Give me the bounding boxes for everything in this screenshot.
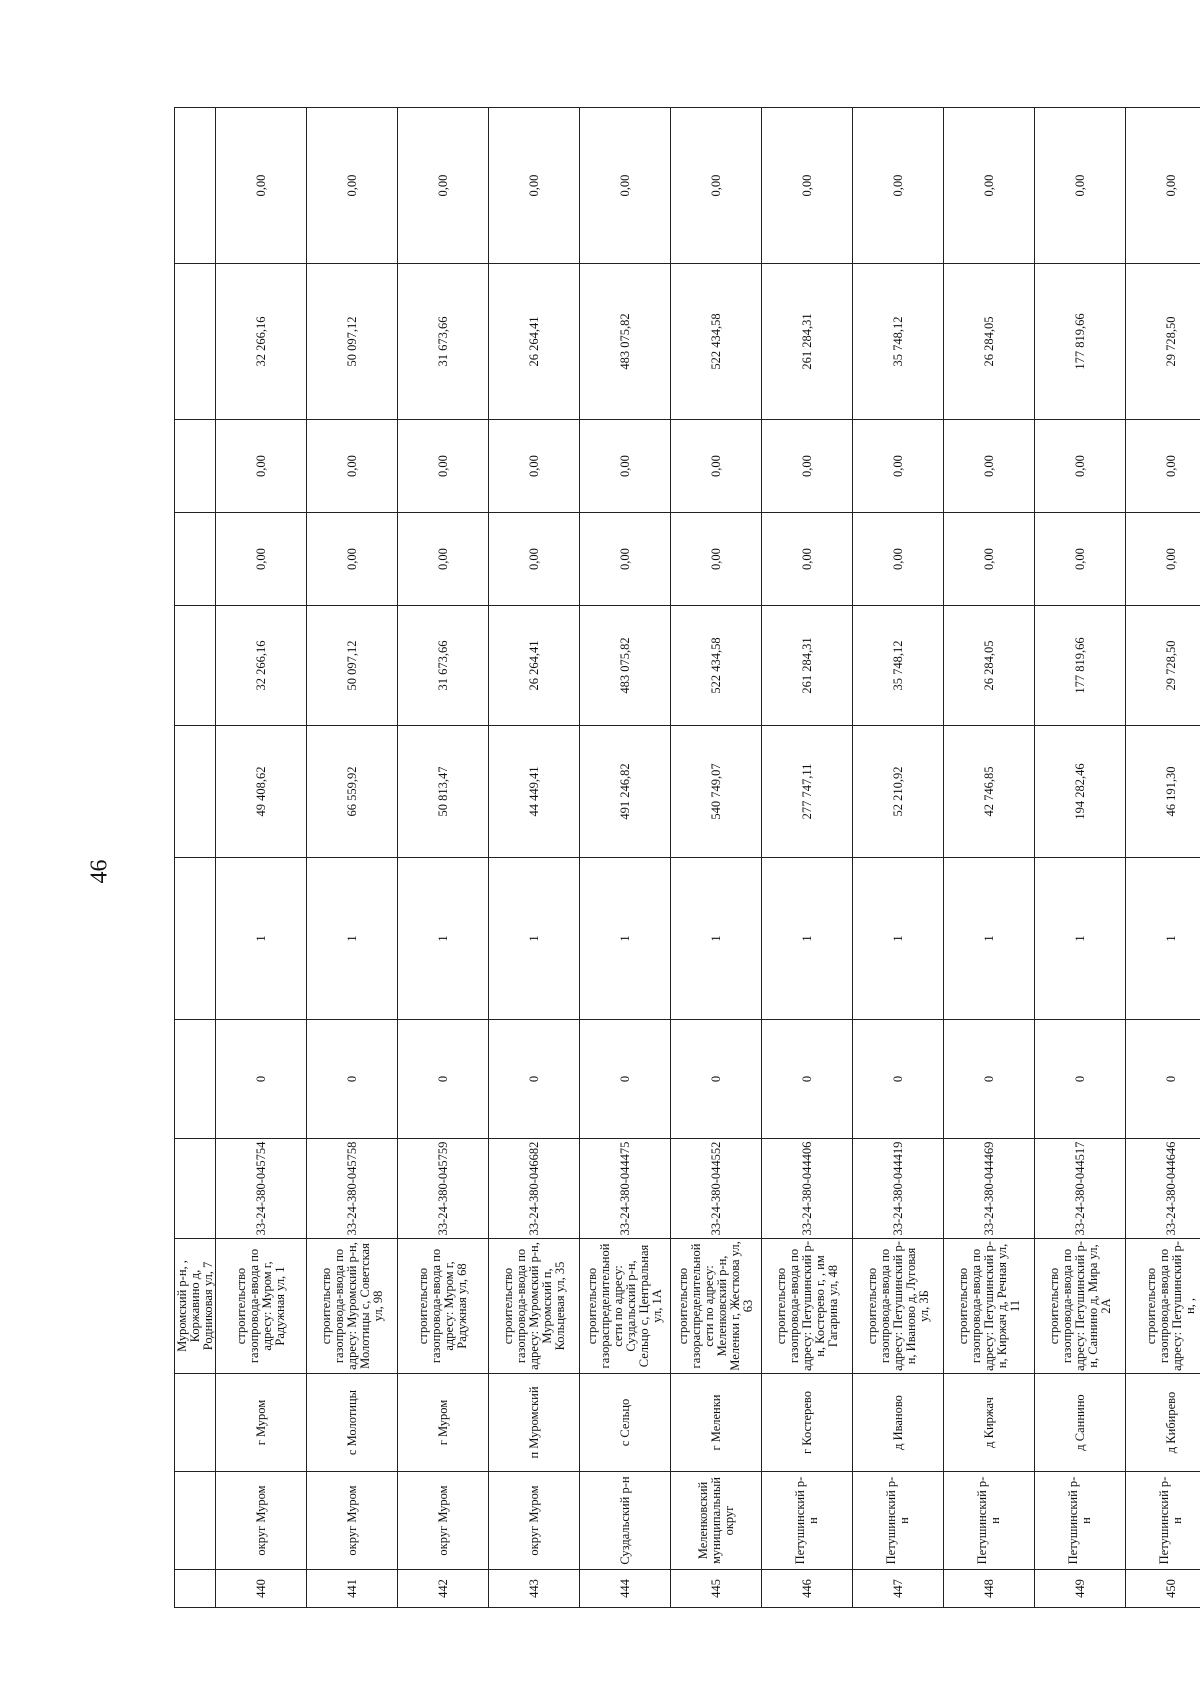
cell-district: Петушинский р-н [1035,1472,1126,1570]
cell-empty [175,1139,216,1239]
cell-code: 33-24-380-044469 [944,1139,1035,1239]
cell-col7: 1 [1126,858,1200,1020]
table-row [398,108,489,1608]
cell-col12: 29 728,50 [1126,264,1200,420]
cell-col9: 483 075,82 [580,606,671,726]
cell-col12: 261 284,31 [762,264,853,420]
cell-empty [175,1472,216,1570]
cell-col8: 49 408,62 [216,726,307,858]
cell-col8: 52 210,92 [853,726,944,858]
cell-col12: 50 097,12 [307,264,398,420]
cell-district: округ Муром [398,1472,489,1570]
table-row [489,108,580,1608]
cell-description-continued: Муромский р-н, , Коржавино д, Родниковая ул, 7 [175,1239,216,1374]
cell-num: 449 [1035,1570,1126,1608]
cell-description: строительство газопровода-ввода по адресу: Петушинский р-н, Саннино д, Мира ул, 2А [1035,1239,1126,1374]
cell-description: строительство газопровода-ввода по адресу: Петушинский р-н, Киржач д, Речная ул, 11 [944,1239,1035,1374]
cell-col8: 277 747,11 [762,726,853,858]
cell-locality: г Муром [398,1374,489,1472]
cell-locality: г Меленки [671,1374,762,1472]
cell-col13: 0,00 [216,108,307,264]
cell-num: 448 [944,1570,1035,1608]
cell-description: строительство газопровода-ввода по адресу: Муромский р-н, Молотицы с, Советская ул, 98 [307,1239,398,1374]
cell-col10: 0,00 [671,513,762,606]
data-table [174,107,1200,1608]
cell-num: 442 [398,1570,489,1608]
table-row [1035,108,1126,1608]
table-row [671,108,762,1608]
cell-empty [175,420,216,513]
cell-col6: 0 [1126,1020,1200,1139]
cell-col11: 0,00 [1126,420,1200,513]
cell-col6: 0 [580,1020,671,1139]
cell-col11: 0,00 [216,420,307,513]
cell-num: 450 [1126,1570,1200,1608]
cell-col6: 0 [216,1020,307,1139]
cell-col6: 0 [671,1020,762,1139]
cell-district: Суздальский р-н [580,1472,671,1570]
cell-description: строительство газораспределительной сети по адресу: Меленковский р-н, Меленки г, Жесткова ул, 63 [671,1239,762,1374]
cell-col6: 0 [944,1020,1035,1139]
table-body [175,108,1200,1608]
cell-col7: 1 [307,858,398,1020]
cell-district: Петушинский р-н [762,1472,853,1570]
cell-col11: 0,00 [1035,420,1126,513]
cell-empty [175,858,216,1020]
cell-empty [175,606,216,726]
cell-empty [175,1020,216,1139]
table-row [1126,108,1200,1608]
cell-code: 33-24-380-044475 [580,1139,671,1239]
cell-locality: с Сельцо [580,1374,671,1472]
cell-col9: 35 748,12 [853,606,944,726]
cell-col13: 0,00 [762,108,853,264]
page-number: 46 [86,859,113,884]
cell-col7: 1 [853,858,944,1020]
cell-num: 445 [671,1570,762,1608]
cell-district: Петушинский р-н [853,1472,944,1570]
cell-col6: 0 [307,1020,398,1139]
cell-description: строительство газопровода-ввода по адресу: Муром г, Радужная ул, 1 [216,1239,307,1374]
cell-col10: 0,00 [1035,513,1126,606]
cell-code: 33-24-380-046682 [489,1139,580,1239]
cell-col12: 32 266,16 [216,264,307,420]
table-row-continued [175,108,216,1608]
cell-col7: 1 [671,858,762,1020]
cell-col8: 540 749,07 [671,726,762,858]
table-row [944,108,1035,1608]
cell-col9: 177 819,66 [1035,606,1126,726]
cell-district: округ Муром [307,1472,398,1570]
cell-num: 447 [853,1570,944,1608]
cell-num: 440 [216,1570,307,1608]
cell-col7: 1 [216,858,307,1020]
cell-col9: 29 728,50 [1126,606,1200,726]
cell-col9: 32 266,16 [216,606,307,726]
cell-col10: 0,00 [307,513,398,606]
cell-col12: 177 819,66 [1035,264,1126,420]
cell-col8: 66 559,92 [307,726,398,858]
cell-col13: 0,00 [489,108,580,264]
cell-empty [175,513,216,606]
cell-col10: 0,00 [580,513,671,606]
cell-col9: 522 434,58 [671,606,762,726]
data-table-rotated [174,108,1197,1608]
cell-col10: 0,00 [1126,513,1200,606]
cell-description: строительство газопровода-ввода по адресу: Петушинский р-н, , [1126,1239,1200,1374]
table-row [216,108,307,1608]
cell-description: строительство газопровода-ввода по адресу: Муромский р-н, Муромский п, Кольцевая ул, 35 [489,1239,580,1374]
cell-description: строительство газопровода-ввода по адресу: Петушинский р-н, Костерево г, , им Гагарина ул, 48 [762,1239,853,1374]
cell-col12: 31 673,66 [398,264,489,420]
cell-col12: 26 284,05 [944,264,1035,420]
cell-locality: г Муром [216,1374,307,1472]
cell-locality: с Молотицы [307,1374,398,1472]
cell-col12: 522 434,58 [671,264,762,420]
cell-col6: 0 [398,1020,489,1139]
cell-locality: п Муромский [489,1374,580,1472]
table-row [307,108,398,1608]
cell-col7: 1 [489,858,580,1020]
cell-district: Петушинский р-н [944,1472,1035,1570]
cell-col11: 0,00 [853,420,944,513]
cell-num: 441 [307,1570,398,1608]
cell-col9: 50 097,12 [307,606,398,726]
cell-locality: д Кибирево [1126,1374,1200,1472]
cell-col8: 42 746,85 [944,726,1035,858]
cell-num: 443 [489,1570,580,1608]
cell-col13: 0,00 [580,108,671,264]
cell-code: 33-24-380-044406 [762,1139,853,1239]
cell-col13: 0,00 [944,108,1035,264]
cell-code: 33-24-380-044552 [671,1139,762,1239]
cell-locality: д Иваново [853,1374,944,1472]
cell-col11: 0,00 [762,420,853,513]
cell-col12: 26 264,41 [489,264,580,420]
cell-col13: 0,00 [853,108,944,264]
cell-description: строительство газораспределительной сети по адресу: Суздальский р-н, Сельцо с, Центральная ул, 1А [580,1239,671,1374]
cell-code: 33-24-380-045759 [398,1139,489,1239]
cell-col9: 26 284,05 [944,606,1035,726]
cell-description: строительство газопровода-ввода по адресу: Петушинский р-н, Иваново д, Луговая ул, 3Б [853,1239,944,1374]
cell-col7: 1 [580,858,671,1020]
cell-col13: 0,00 [671,108,762,264]
cell-code: 33-24-380-044517 [1035,1139,1126,1239]
cell-col13: 0,00 [1035,108,1126,264]
cell-col8: 491 246,82 [580,726,671,858]
cell-col13: 0,00 [398,108,489,264]
cell-num: 444 [580,1570,671,1608]
cell-col11: 0,00 [307,420,398,513]
cell-locality: г Костерево [762,1374,853,1472]
cell-col10: 0,00 [762,513,853,606]
cell-col7: 1 [944,858,1035,1020]
cell-col7: 1 [762,858,853,1020]
cell-col8: 194 282,46 [1035,726,1126,858]
cell-col13: 0,00 [307,108,398,264]
cell-num: 446 [762,1570,853,1608]
cell-col8: 50 813,47 [398,726,489,858]
cell-col11: 0,00 [944,420,1035,513]
cell-col8: 44 449,41 [489,726,580,858]
cell-col6: 0 [853,1020,944,1139]
cell-empty [175,108,216,264]
table-row [580,108,671,1608]
cell-col11: 0,00 [671,420,762,513]
cell-code: 33-24-380-044419 [853,1139,944,1239]
cell-description: строительство газопровода-ввода по адресу: Муром г, Радужная ул, 68 [398,1239,489,1374]
table-row [853,108,944,1608]
cell-col12: 483 075,82 [580,264,671,420]
cell-col6: 0 [762,1020,853,1139]
cell-district: Петушинский р-н [1126,1472,1200,1570]
cell-code: 33-24-380-044646 [1126,1139,1200,1239]
cell-col8: 46 191,30 [1126,726,1200,858]
cell-col10: 0,00 [853,513,944,606]
cell-col10: 0,00 [398,513,489,606]
cell-col6: 0 [1035,1020,1126,1139]
cell-col10: 0,00 [216,513,307,606]
cell-col9: 261 284,31 [762,606,853,726]
cell-col7: 1 [1035,858,1126,1020]
cell-locality: д Саннино [1035,1374,1126,1472]
cell-col10: 0,00 [944,513,1035,606]
cell-col11: 0,00 [489,420,580,513]
cell-code: 33-24-380-045754 [216,1139,307,1239]
cell-locality: д Киржач [944,1374,1035,1472]
cell-code: 33-24-380-045758 [307,1139,398,1239]
table-row [762,108,853,1608]
cell-district: Меленковский муниципальный округ [671,1472,762,1570]
cell-col11: 0,00 [398,420,489,513]
cell-empty [175,1570,216,1608]
cell-col9: 26 264,41 [489,606,580,726]
cell-empty [175,726,216,858]
cell-empty [175,264,216,420]
cell-district: округ Муром [489,1472,580,1570]
cell-district: округ Муром [216,1472,307,1570]
cell-col10: 0,00 [489,513,580,606]
cell-col6: 0 [489,1020,580,1139]
cell-col12: 35 748,12 [853,264,944,420]
cell-col13: 0,00 [1126,108,1200,264]
cell-col11: 0,00 [580,420,671,513]
cell-empty [175,1374,216,1472]
cell-col7: 1 [398,858,489,1020]
cell-col9: 31 673,66 [398,606,489,726]
